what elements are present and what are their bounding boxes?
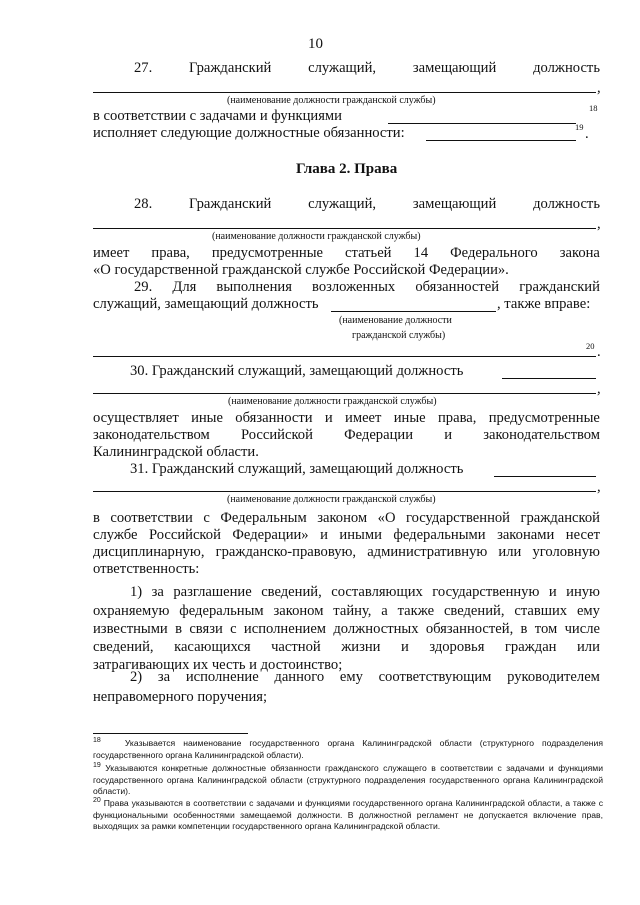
- word: иные: [191, 410, 223, 426]
- word: с: [230, 621, 237, 637]
- word: права,: [151, 245, 190, 261]
- word: Федерального: [450, 245, 538, 261]
- word: Гражданский: [189, 196, 272, 212]
- blank-line: [93, 491, 596, 492]
- word: Для: [172, 279, 197, 295]
- item28-line1: [134, 196, 600, 213]
- word: законодательством: [483, 427, 600, 443]
- comma: ,: [597, 80, 601, 96]
- word: обязанностей,: [425, 621, 514, 637]
- word: или: [498, 544, 522, 560]
- word: разглашение: [173, 584, 252, 600]
- item30-line4: Калининградской области.: [93, 444, 259, 460]
- word: Гражданский: [189, 60, 272, 76]
- blank-line: [93, 92, 596, 93]
- word: исполнением: [243, 621, 327, 637]
- word: уголовную: [532, 544, 600, 560]
- comma: ,: [597, 479, 601, 495]
- word: сведений,: [261, 584, 322, 600]
- word: дисциплинарную,: [93, 544, 205, 560]
- blank-line: [502, 378, 596, 379]
- word: за: [151, 584, 164, 600]
- word: Федерации: [344, 427, 414, 443]
- word: законодательством: [93, 427, 210, 443]
- word: федеральными: [393, 527, 486, 543]
- word: исполнение: [185, 669, 259, 685]
- word: том: [534, 621, 558, 637]
- field-caption: (наименование должности гражданской службы): [227, 95, 436, 106]
- word: осуществляет: [93, 410, 179, 426]
- blank-line: [93, 228, 596, 229]
- word: обязанности: [235, 410, 313, 426]
- subpoint1-line2: [93, 603, 600, 620]
- word: и: [444, 427, 453, 443]
- period: .: [597, 344, 601, 360]
- word: статьей: [345, 245, 392, 261]
- word: сведений,: [443, 603, 505, 619]
- item29-line1: [134, 279, 600, 296]
- word: охраняемую: [93, 603, 170, 619]
- word: государственную: [432, 584, 540, 600]
- word: Российской: [148, 527, 221, 543]
- word: должность: [533, 196, 600, 212]
- footnote-ref: 18: [589, 103, 598, 113]
- word: и: [320, 527, 328, 543]
- word: данного: [274, 669, 325, 685]
- item28-line2: [93, 245, 600, 262]
- word: и: [324, 410, 333, 426]
- item28-line3: «О государственной гражданской службе Российской Федерации».: [93, 262, 509, 278]
- word: и: [401, 639, 409, 655]
- word: 14: [413, 245, 429, 261]
- item-number: 27.: [134, 60, 153, 76]
- word: в: [175, 621, 182, 637]
- word: «О: [377, 510, 396, 526]
- footnote-ref: 19: [575, 122, 584, 132]
- word: имеет: [345, 410, 382, 426]
- item27-line2: в соответствии с задачами и функциями: [93, 108, 342, 124]
- item30-line2: [93, 410, 600, 427]
- item29-line2-right: , также вправе:: [497, 296, 591, 312]
- word: иные: [393, 410, 426, 426]
- word: замещающий: [412, 60, 497, 76]
- word: Российской: [240, 427, 313, 443]
- word: предусмотренные: [211, 245, 324, 261]
- word: соответствующим: [378, 669, 492, 685]
- word: государственной: [405, 510, 510, 526]
- footnote-separator: [93, 733, 248, 734]
- subpoint2-line1: [130, 669, 600, 686]
- subpoint1-line3: [93, 621, 600, 638]
- blank-line: [93, 356, 596, 357]
- word: права,: [437, 410, 477, 426]
- field-caption: (наименование должности гражданской службы): [212, 231, 421, 242]
- item30-line1: 30. Гражданский служащий, замещающий должность: [130, 363, 464, 379]
- word: ему: [576, 603, 600, 619]
- item27-line1: [134, 60, 600, 77]
- word: касающихся: [174, 639, 251, 655]
- subpoint1-line1: [130, 584, 600, 601]
- word: должность: [533, 60, 600, 76]
- word: гражданско-правовую,: [215, 544, 357, 560]
- word: составляющих: [331, 584, 423, 600]
- field-caption: гражданской службы): [352, 330, 446, 341]
- footnote-text: Права указываются в соответствии с задачами и функциями государственного органа Калининградской области, а также с функциональными особенностями замещаемой должности. В должностной регламент не допускается включение прав, выходящих за рамки компетенции государственного органа Калининградской области.: [93, 798, 603, 831]
- field-caption: (наименование должности: [339, 315, 452, 326]
- word: или: [577, 639, 600, 655]
- word: возложенных: [312, 279, 396, 295]
- chapter-title: Глава 2. Права: [296, 161, 398, 177]
- word: служащий,: [308, 196, 377, 212]
- word: известными: [93, 621, 168, 637]
- footnote-text: Указываются конкретные должностные обязанности гражданского служащего в соответствии с задачами и функциями государственного органа Калининградской области (структурного подразделения государственного органа Калининградской области).: [93, 763, 603, 796]
- word: и: [548, 584, 557, 600]
- page-number: 10: [308, 36, 323, 52]
- word: службе: [93, 527, 138, 543]
- word: а: [381, 603, 388, 619]
- comma: ,: [597, 381, 601, 397]
- word: выполнения: [216, 279, 292, 295]
- blank-line: [93, 393, 596, 394]
- word: иную: [566, 584, 600, 600]
- subpoint2-line2: неправомерного поручения;: [93, 689, 268, 705]
- blank-line: [426, 140, 576, 141]
- word: граждан: [504, 639, 557, 655]
- footnote-number: 18: [93, 737, 101, 745]
- word: административную: [367, 544, 488, 560]
- blank-line: [388, 123, 576, 124]
- word: тайну,: [333, 603, 372, 619]
- word: руководителем: [507, 669, 600, 685]
- footnote-number: 20: [93, 797, 101, 805]
- word: служащий,: [308, 60, 377, 76]
- word: ставших: [514, 603, 568, 619]
- footnote-20: [93, 798, 603, 833]
- item31-line2: [93, 510, 600, 527]
- blank-line: [331, 311, 496, 312]
- word: также: [397, 603, 435, 619]
- word: закона: [559, 245, 600, 261]
- word: ему: [339, 669, 363, 685]
- blank-line: [494, 476, 596, 477]
- word: законом: [317, 510, 368, 526]
- comma: ,: [597, 216, 601, 232]
- word: законами: [497, 527, 555, 543]
- item27-line3: исполняет следующие должностные обязанности:: [93, 125, 405, 141]
- item-number: 28.: [134, 196, 153, 212]
- word: федеральным: [179, 603, 264, 619]
- word: жизни: [341, 639, 381, 655]
- footnote-ref: 20: [586, 341, 595, 351]
- word: гражданский: [519, 279, 600, 295]
- word: 2): [130, 669, 143, 685]
- word: Федерации»: [232, 527, 309, 543]
- item-number: 29.: [134, 279, 153, 295]
- word: несет: [565, 527, 600, 543]
- word: в: [520, 621, 528, 637]
- word: сведений,: [93, 639, 154, 655]
- word: соответствии: [110, 510, 193, 526]
- subpoint1-line4: [93, 639, 600, 656]
- item30-line3: [93, 427, 600, 444]
- word: должностных: [333, 621, 419, 637]
- footnote-number: 19: [93, 762, 101, 770]
- item31-line5: ответственность:: [93, 561, 200, 577]
- word: здоровья: [429, 639, 485, 655]
- word: связи: [189, 621, 223, 637]
- word: предусмотренные: [488, 410, 600, 426]
- word: частной: [271, 639, 321, 655]
- field-caption: (наименование должности гражданской службы): [228, 396, 437, 407]
- footnote-text: Указывается наименование государственного органа Калининградской области (структурного подразделения государственного органа Калининградской области).: [93, 738, 603, 760]
- item29-line2-left: служащий, замещающий должность: [93, 296, 319, 312]
- word: в: [93, 510, 100, 526]
- word: замещающий: [412, 196, 497, 212]
- word: Федеральным: [220, 510, 307, 526]
- footnote-19: [93, 763, 603, 798]
- word: иными: [339, 527, 382, 543]
- word: 1): [130, 584, 143, 600]
- subpoint1-line5: затрагивающих их честь и достоинство;: [93, 657, 343, 673]
- item31-line1: 31. Гражданский служащий, замещающий должность: [130, 461, 464, 477]
- word: законом: [273, 603, 324, 619]
- word: числе: [564, 621, 600, 637]
- word: обязанностей: [415, 279, 500, 295]
- item31-line3: [93, 527, 600, 544]
- item31-line4: [93, 544, 600, 561]
- word: с: [203, 510, 210, 526]
- period: .: [585, 126, 589, 142]
- word: имеет: [93, 245, 130, 261]
- word: гражданской: [520, 510, 600, 526]
- footnote-18: [93, 738, 603, 761]
- field-caption: (наименование должности гражданской службы): [227, 494, 436, 505]
- word: за: [157, 669, 171, 685]
